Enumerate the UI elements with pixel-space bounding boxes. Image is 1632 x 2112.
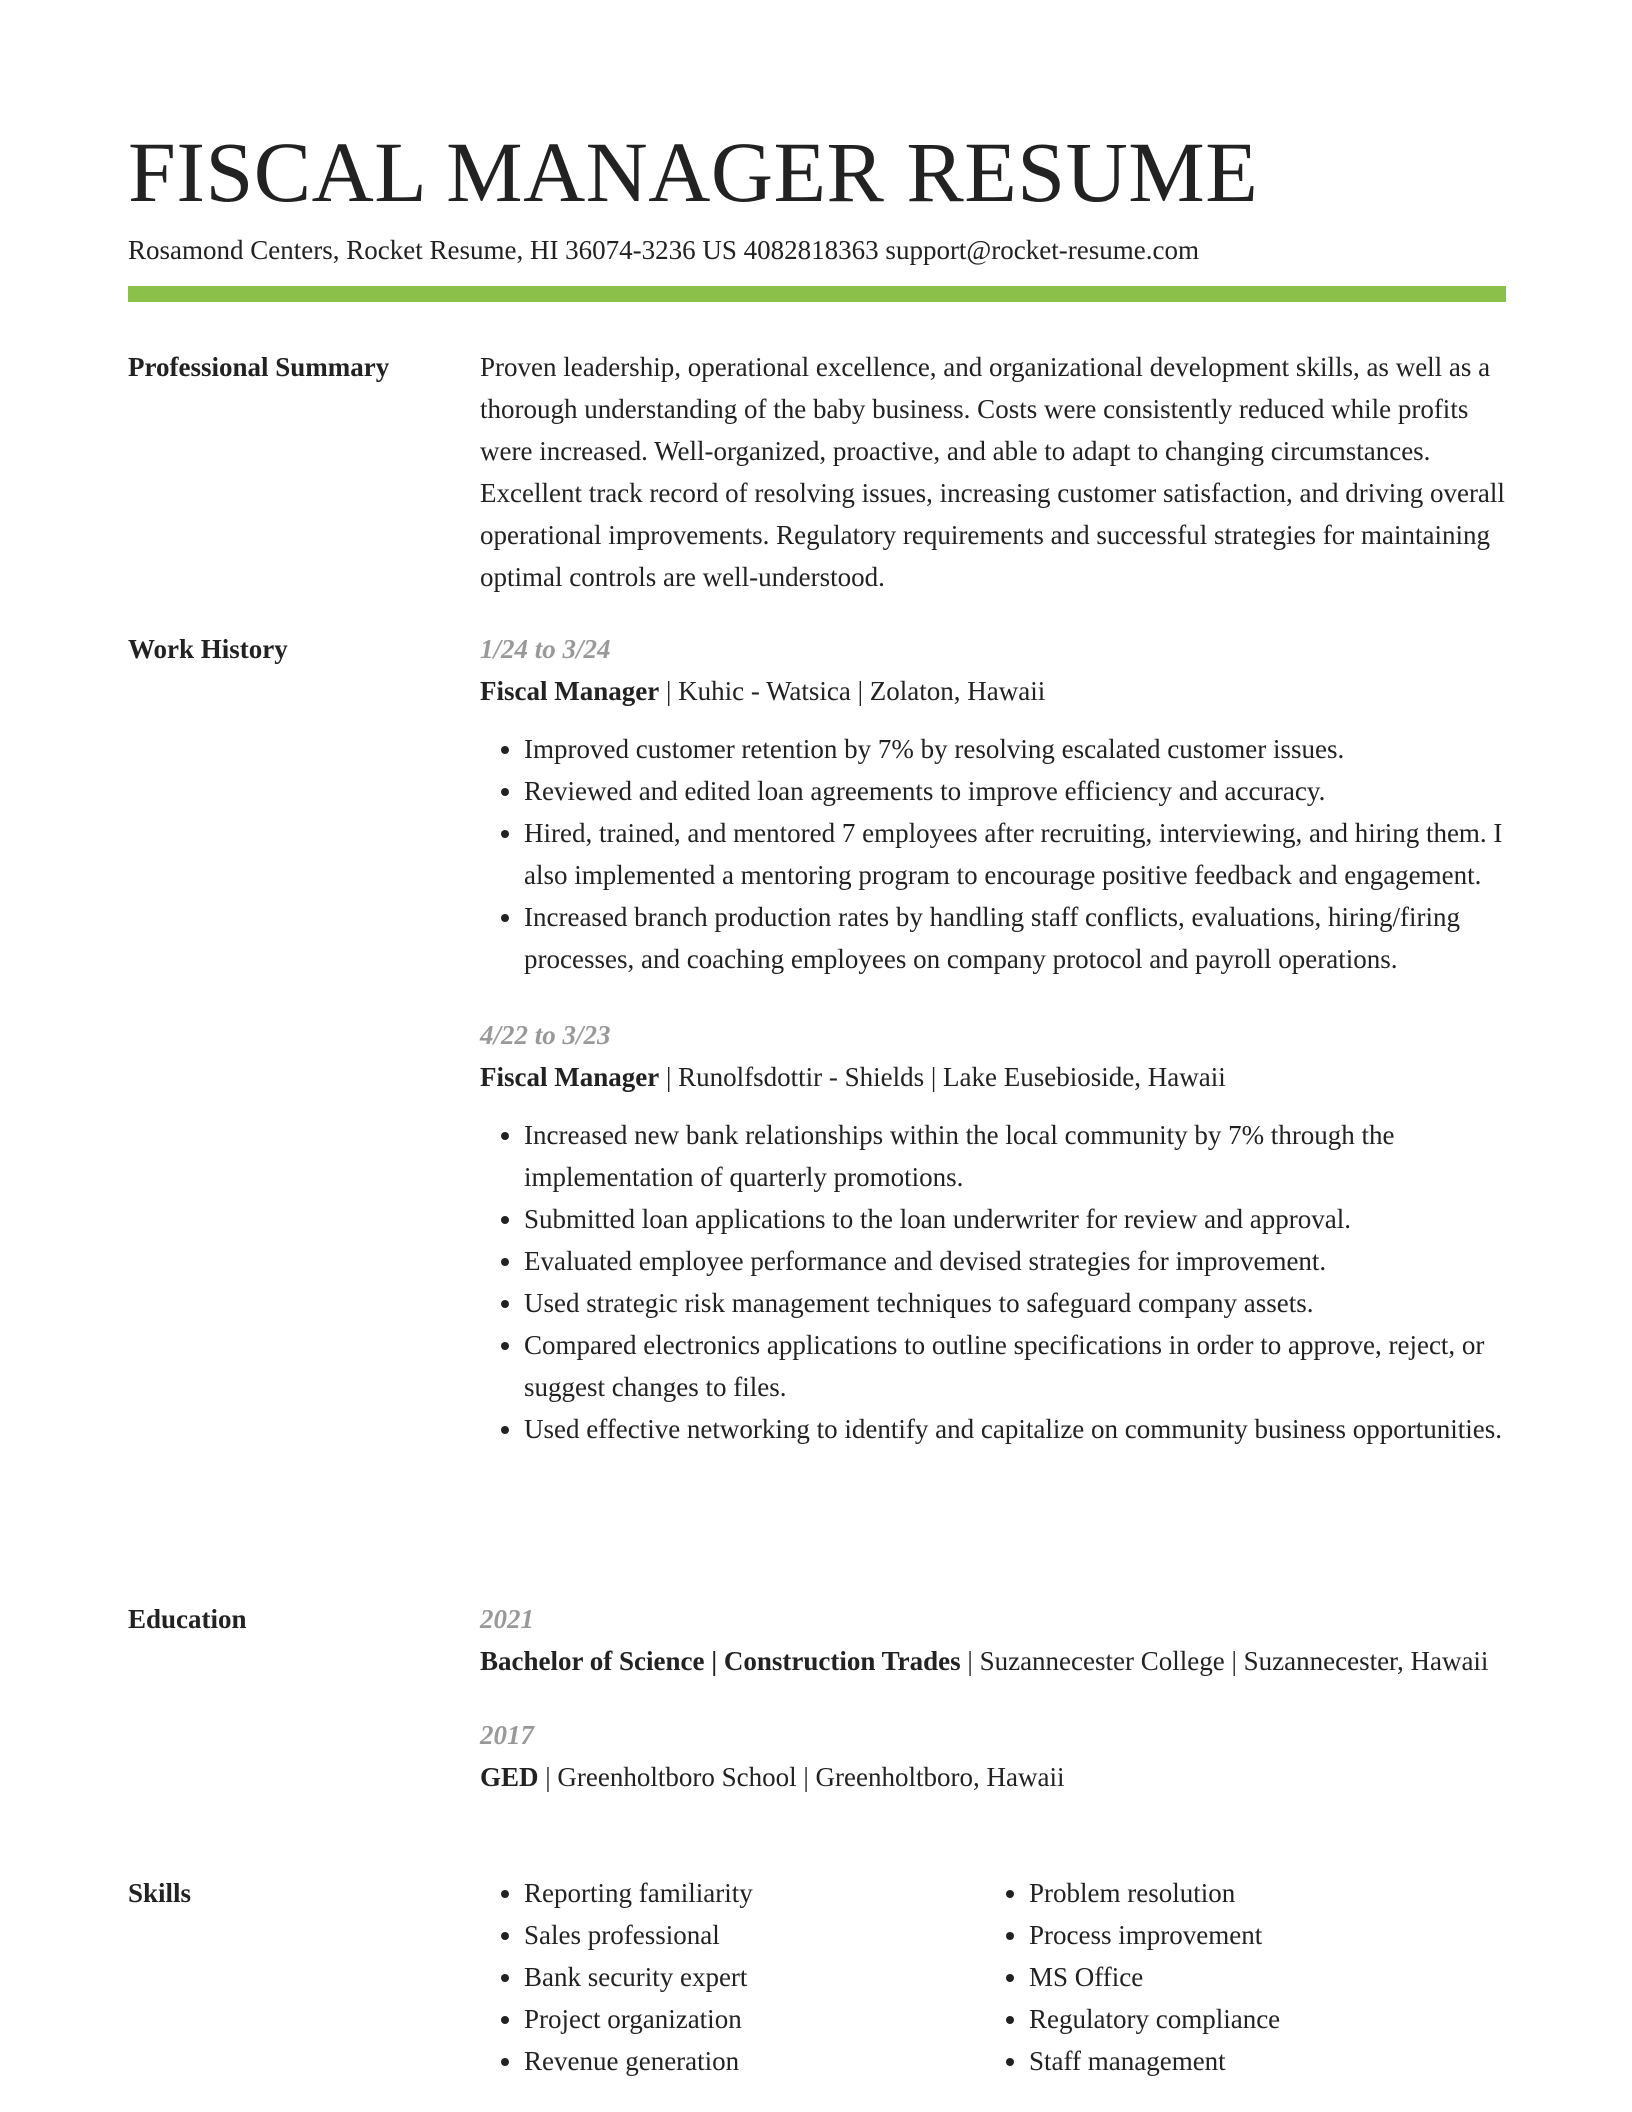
skills-column-right [985,1872,1490,2082]
list-item: • Used effective networking to identify and capitalize on community business opportunities. [524,1408,1506,1450]
list-item: • Hired, trained, and mentored 7 employees after recruiting, interviewing, and hiring them. I also implemented a mentoring program to encourage positive feedback and engagement. [524,812,1506,896]
job-bullets [480,1114,1506,1450]
job-dates: 4/22 to 3/23 [480,1020,611,1050]
education-entry [480,1714,1506,1798]
list-item: • Sales professional [524,1914,985,1956]
list-item: • Increased new bank relationships within the local community by 7% through the implementation of quarterly promotions. [524,1114,1506,1198]
skills-list [985,1872,1490,2082]
contact-line: Rosamond Centers, Rocket Resume, HI 36074-3236 US 4082818363 support@rocket-resume.com [128,235,1199,265]
list-item: • Project organization [524,1998,985,2040]
list-item: • Increased branch production rates by handling staff conflicts, evaluations, hiring/firing processes, and coaching employees on company protocol and payroll operations. [524,896,1506,980]
list-item: • Submitted loan applications to the loan underwriter for review and approval. [524,1198,1506,1240]
list-item: • Used strategic risk management techniques to safeguard company assets. [524,1282,1506,1324]
list-item: • Reporting familiarity [524,1872,985,1914]
section-label: Education [128,1604,247,1634]
job-details: | Runolfsdottir - Shields | Lake Eusebioside, Hawaii [659,1062,1226,1092]
resume-title: FISCAL MANAGER RESUME [128,124,1259,220]
job-dates: 1/24 to 3/24 [480,634,611,664]
list-item: • Problem resolution [1029,1872,1490,1914]
education-details: | Greenholtboro School | Greenholtboro, Hawaii [538,1762,1065,1792]
degree: GED [480,1762,539,1792]
skills-columns [480,1872,1506,2082]
list-item: • Reviewed and edited loan agreements to improve efficiency and accuracy. [524,770,1506,812]
list-item: • Bank security expert [524,1956,985,1998]
skills-list [480,1872,985,2082]
list-item: • MS Office [1029,1956,1490,1998]
education-heading [480,1640,1506,1682]
education-year: 2017 [480,1720,534,1750]
job-heading [480,670,1506,712]
degree: Bachelor of Science | Construction Trades [480,1646,961,1676]
education-year: 2021 [480,1604,534,1634]
job-heading [480,1056,1506,1098]
summary-text: Proven leadership, operational excellence, and organizational development skills, as well as a thorough understanding of the baby business. Costs were consistently reduced while profits were increased. Well-organized, proactive, and able to adapt to changing circumstances. Excellent track record of resolving issues, increasing customer satisfaction, and driving overall operational improvements. Regulatory requirements and successful strategies for maintaining optimal controls are well-understood. [480,352,1505,592]
education-entry [480,1598,1506,1682]
list-item: • Improved customer retention by 7% by resolving escalated customer issues. [524,728,1506,770]
education-heading [480,1756,1506,1798]
job-entry [480,628,1506,980]
list-item: • Revenue generation [524,2040,985,2082]
header-divider [128,286,1506,302]
job-title: Fiscal Manager [480,1062,660,1092]
education-details: | Suzannecester College | Suzannecester, Hawaii [960,1646,1489,1676]
job-details: | Kuhic - Watsica | Zolaton, Hawaii [659,676,1046,706]
job-entry [480,1014,1506,1450]
skills-column-left [480,1872,985,2082]
list-item: • Staff management [1029,2040,1490,2082]
list-item: • Compared electronics applications to outline specifications in order to approve, reject, or suggest changes to files. [524,1324,1506,1408]
section-label: Skills [128,1878,192,1908]
list-item: • Process improvement [1029,1914,1490,1956]
section-label: Work History [128,634,288,664]
section-label: Professional Summary [128,352,390,382]
list-item: • Evaluated employee performance and devised strategies for improvement. [524,1240,1506,1282]
list-item: • Regulatory compliance [1029,1998,1490,2040]
job-title: Fiscal Manager [480,676,660,706]
job-bullets [480,728,1506,980]
